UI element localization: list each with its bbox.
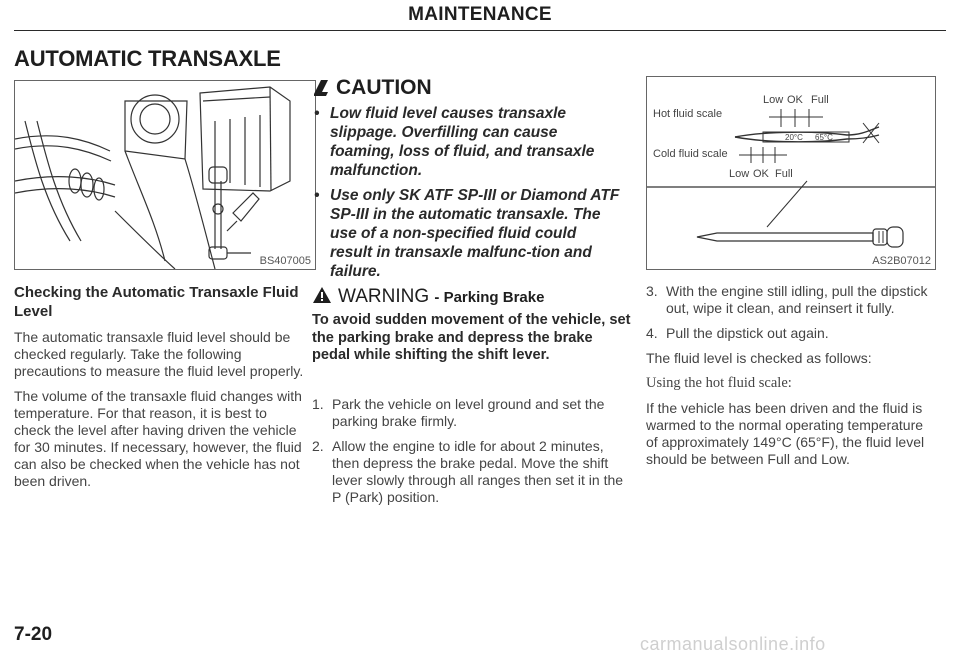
step-3: 3. With the engine still idling, pull the dipstick out, wipe it clean, and reinsert it fully. bbox=[646, 283, 928, 316]
caution-item: • Use only SK ATF SP-III or Diamond ATF SP-III in the automatic transaxle. The use of a non-specified fluid could result in transaxle malfunc-tion and failure. bbox=[314, 187, 620, 280]
checking-heading: Checking the Automatic Transaxle Fluid Level bbox=[14, 284, 299, 320]
hot-low-label: Low bbox=[763, 94, 784, 106]
page-number: 7-20 bbox=[14, 624, 53, 645]
temp-65-label: 65°C bbox=[815, 133, 833, 142]
paragraph-1: The automatic transaxle fluid level should be checked regularly. Take the following precautions to measure the fluid level properly. bbox=[14, 329, 304, 379]
hot-ok-label: OK bbox=[787, 94, 803, 106]
cold-low-label: Low bbox=[729, 168, 750, 180]
paragraph-2: The volume of the transaxle fluid changes with temperature. For that reason, it is best to check the level after having driven the vehicle for 30 minutes. If necessary, however, the fluid can also be checked when the vehicle has not been driven. bbox=[14, 388, 302, 489]
dipstick-illustration bbox=[647, 77, 935, 269]
caution-icon bbox=[312, 77, 330, 103]
caution-list bbox=[312, 104, 622, 287]
cold-ok-label: OK bbox=[753, 168, 769, 180]
middle-steps bbox=[312, 396, 632, 514]
section-title: AUTOMATIC TRANSAXLE bbox=[14, 46, 281, 71]
right-text bbox=[646, 283, 938, 476]
step-4: 4. Pull the dipstick out again. bbox=[646, 325, 829, 341]
warning-heading bbox=[312, 286, 544, 310]
left-text bbox=[14, 283, 306, 498]
watermark: carmanualsonline.info bbox=[640, 634, 826, 654]
caution-heading bbox=[312, 76, 432, 103]
cold-full-label: Full bbox=[775, 168, 793, 180]
hot-scale-heading: Using the hot fluid scale: bbox=[646, 375, 792, 391]
checked-as-follows: The fluid level is checked as follows: bbox=[646, 350, 872, 366]
engine-bay-illustration bbox=[15, 81, 315, 269]
caution-item: • Low fluid level causes transaxle slippage. Overfilling can cause foaming, loss of fluid, and transaxle malfunction. bbox=[314, 105, 595, 179]
hot-full-label: Full bbox=[811, 94, 829, 106]
warning-subtitle: - Parking Brake bbox=[434, 289, 545, 306]
figure-id: AS2B07012 bbox=[872, 255, 931, 267]
warning-text: To avoid sudden movement of the vehicle, set the parking brake and depress the brake pedal while shifting the shift lever. bbox=[312, 312, 631, 363]
caution-title: CAUTION bbox=[336, 76, 432, 99]
dipstick-figure bbox=[646, 76, 936, 270]
warning-icon bbox=[312, 286, 332, 310]
hot-fluid-label: Hot fluid scale bbox=[653, 108, 723, 120]
temp-20-label: 20°C bbox=[785, 133, 803, 142]
page-header-title: MAINTENANCE bbox=[408, 4, 552, 25]
warning-title: WARNING bbox=[338, 286, 430, 307]
header-rule bbox=[14, 30, 946, 31]
figure-id: BS407005 bbox=[259, 255, 311, 267]
cold-fluid-label: Cold fluid scale bbox=[653, 148, 728, 160]
step-1: 1. Park the vehicle on level ground and set the parking brake firmly. bbox=[312, 396, 605, 429]
hot-scale-paragraph: If the vehicle has been driven and the fluid is warmed to the normal operating temperature of approximately 149°C (65°F), the fluid level should be between Full and Low. bbox=[646, 400, 925, 467]
step-2: 2. Allow the engine to idle for about 2 minutes, then depress the brake pedal. Move the shift lever slowly through all ranges then set it in the P (Park) position. bbox=[312, 438, 624, 505]
engine-bay-figure bbox=[14, 80, 316, 270]
